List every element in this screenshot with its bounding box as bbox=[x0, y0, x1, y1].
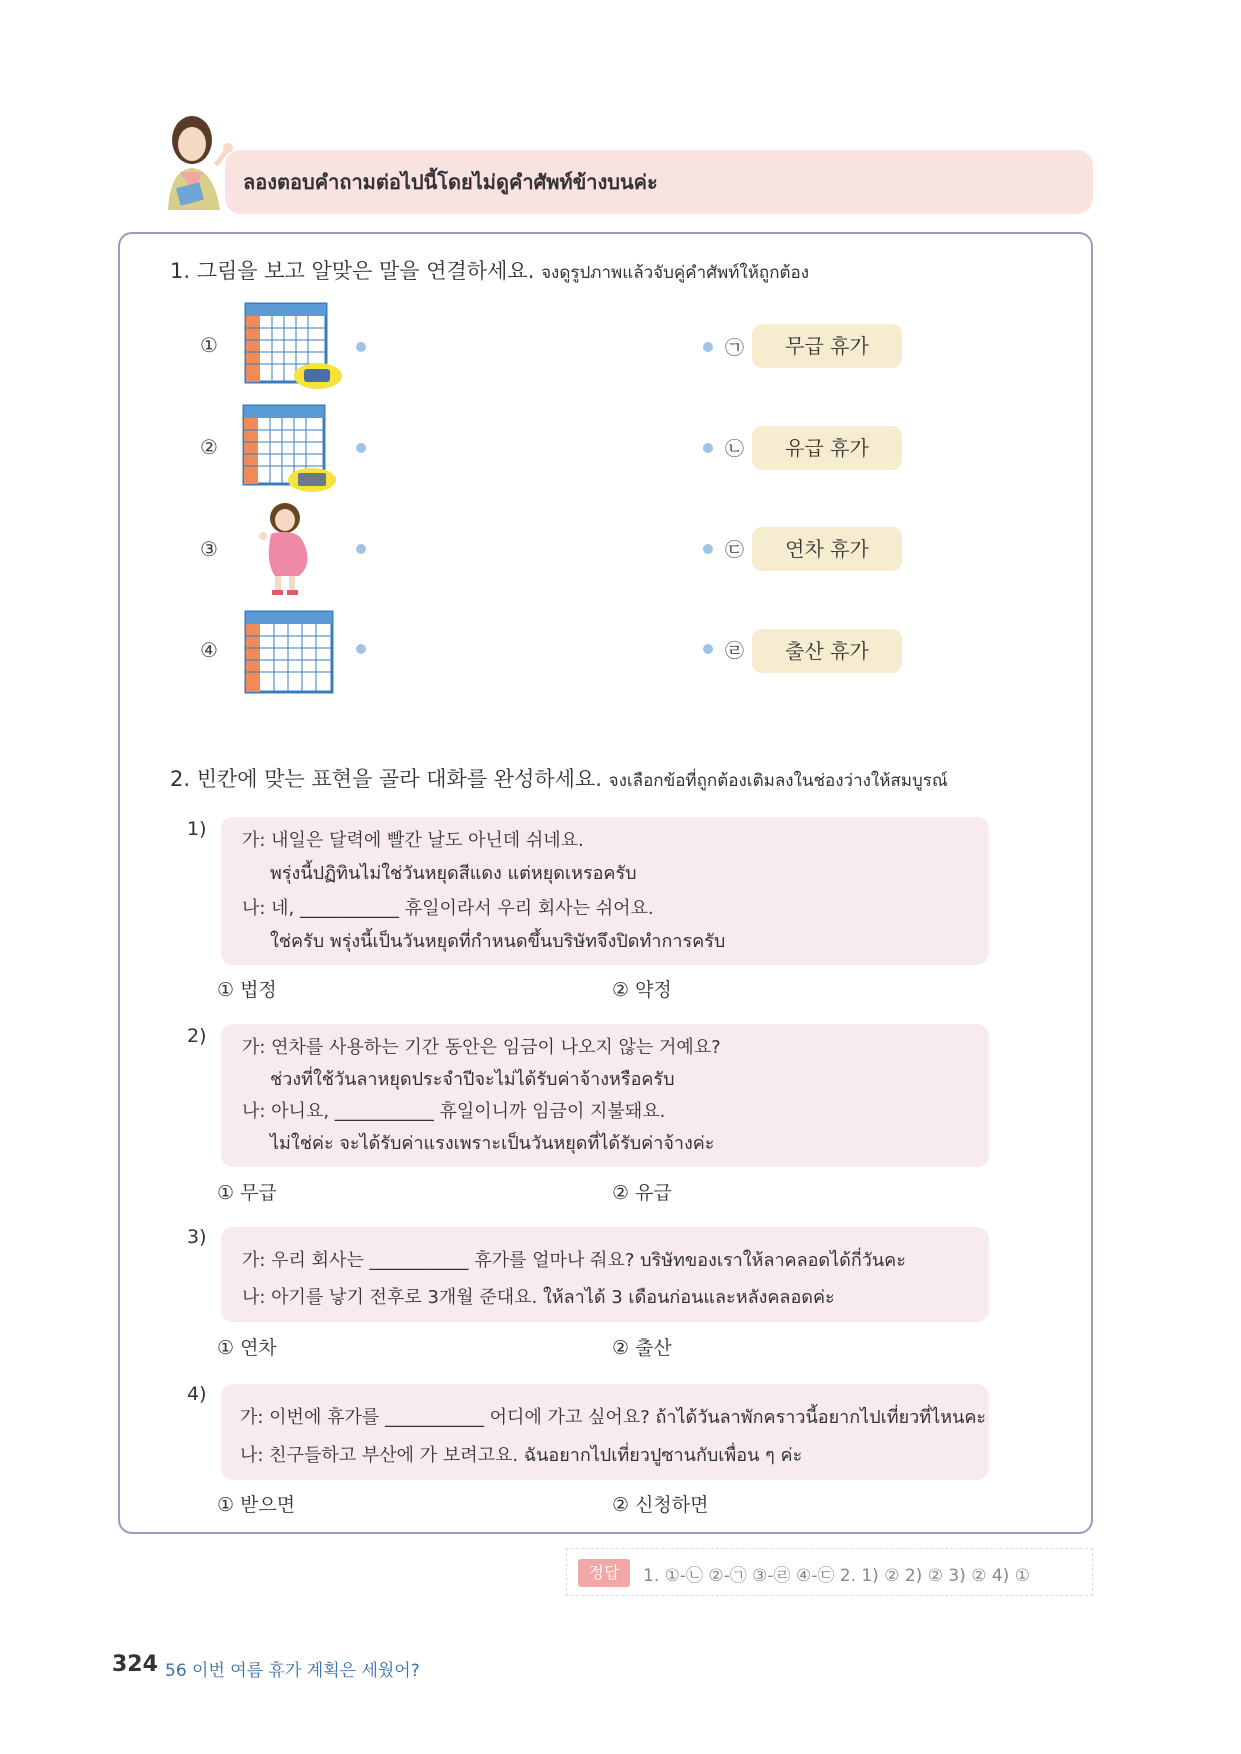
q1-title-ko: 1. 그림을 보고 알맞은 말을 연결하세요. bbox=[170, 259, 535, 283]
vocab-word-box[interactable]: 출산 휴가 bbox=[752, 629, 902, 673]
q1-item-number: ④ bbox=[200, 638, 218, 662]
match-dot-left[interactable] bbox=[356, 342, 366, 352]
answer-option[interactable]: ② 약정 bbox=[612, 979, 672, 1001]
dialogue-line: 가: 내일은 달력에 빨간 날도 아닌데 쉬네요. bbox=[242, 830, 584, 851]
q1-item-number: ① bbox=[200, 333, 218, 357]
q2-title-th: จงเลือกข้อที่ถูกต้องเติมลงในช่องว่างให้สมบูรณ์ bbox=[608, 771, 948, 791]
dialogue-line: 가: 우리 회사는 ___________ 휴가를 얼마나 줘요? บริษัทของเราให้ลาคลอดได้กี่วันคะ bbox=[242, 1250, 906, 1271]
match-dot-right[interactable] bbox=[703, 544, 713, 554]
q1-title-th: จงดูรูปภาพแล้วจับคู่คำศัพท์ให้ถูกต้อง bbox=[541, 263, 810, 283]
answer-option[interactable]: ② 출산 bbox=[612, 1337, 672, 1359]
match-dot-right[interactable] bbox=[703, 443, 713, 453]
vocab-word-box[interactable]: 무급 휴가 bbox=[752, 324, 902, 368]
calendar-wallet-icon bbox=[240, 298, 345, 390]
q2-item-number: 4) bbox=[187, 1383, 207, 1405]
instruction-text: ลองตอบคำถามต่อไปนี้โดยไม่ดูคำศัพท์ข้างบนค่ะ bbox=[243, 170, 658, 194]
answer-option[interactable]: ② 신청하면 bbox=[612, 1494, 709, 1516]
answer-option[interactable]: ② 유급 bbox=[612, 1182, 672, 1204]
dialogue-translation: ช่วงที่ใช้วันลาหยุดประจำปีจะไม่ได้รับค่าจ้างหรือครับ bbox=[270, 1069, 675, 1090]
q2-title bbox=[170, 763, 948, 794]
match-dot-left[interactable] bbox=[356, 544, 366, 554]
q1-item-number: ② bbox=[200, 435, 218, 459]
dialogue-line: 가: 연차를 사용하는 기간 동안은 임금이 나오지 않는 거예요? bbox=[242, 1037, 721, 1058]
q2-item-number: 2) bbox=[187, 1025, 207, 1047]
calendar-cash-icon bbox=[238, 400, 343, 492]
chapter-title: 56 이번 여름 휴가 계획은 세웠어? bbox=[165, 1661, 420, 1681]
dialogue-line: 가: 이번에 휴가를 ___________ 어디에 가고 싶어요? ถ้าได้วันลาพักคราวนี้อยากไปเที่ยวที่ไหนคะ bbox=[240, 1407, 987, 1428]
page-number: 324 bbox=[112, 1652, 158, 1677]
match-dot-right[interactable] bbox=[703, 644, 713, 654]
q2-item-number: 1) bbox=[187, 818, 207, 840]
q2-item-number: 3) bbox=[187, 1226, 207, 1248]
answer-key-badge: 정답 bbox=[578, 1559, 630, 1587]
pregnant-woman-icon bbox=[255, 502, 319, 596]
dialogue-translation: ไม่ใช่ค่ะ จะได้รับค่าแรงเพราะเป็นวันหยุดที่ได้รับค่าจ้างค่ะ bbox=[270, 1133, 715, 1154]
q2-title-ko: 2. 빈칸에 맞는 표현을 골라 대화를 완성하세요. bbox=[170, 767, 602, 791]
vocab-word-box[interactable]: 연차 휴가 bbox=[752, 527, 902, 571]
dialogue-translation: พรุ่งนี้ปฏิทินไม่ใช่วันหยุดสีแดง แต่หยุดเหรอครับ bbox=[270, 863, 637, 884]
dialogue-line: 나: 아기를 낳기 전후로 3개월 준대요. ให้ลาได้ 3 เดือนก่อนและหลังคลอดค่ะ bbox=[242, 1287, 835, 1308]
dialogue-translation: ใช่ครับ พรุ่งนี้เป็นวันหยุดที่กำหนดขึ้นบริษัทจึงปิดทำการครับ bbox=[270, 931, 726, 952]
calendar-icon bbox=[240, 606, 340, 698]
dialogue-line: 나: 네, ___________ 휴일이라서 우리 회사는 쉬어요. bbox=[242, 898, 654, 919]
dialogue-line: 나: 아니요, ___________ 휴일이니까 임금이 지불돼요. bbox=[242, 1101, 666, 1122]
option-letter: ㉢ bbox=[725, 539, 745, 561]
option-letter: ㉠ bbox=[725, 337, 745, 359]
q1-item-number: ③ bbox=[200, 537, 218, 561]
answer-option[interactable]: ① 무급 bbox=[217, 1182, 277, 1204]
answer-option[interactable]: ① 연차 bbox=[217, 1337, 277, 1359]
match-dot-left[interactable] bbox=[356, 443, 366, 453]
answer-key-text: 1. ①-㉡ ②-㉠ ③-㉣ ④-㉢ 2. 1) ② 2) ② 3) ② 4) ① bbox=[643, 1566, 1030, 1586]
match-dot-right[interactable] bbox=[703, 342, 713, 352]
option-letter: ㉣ bbox=[725, 640, 745, 662]
answer-option[interactable]: ① 받으면 bbox=[217, 1494, 296, 1516]
q1-title bbox=[170, 255, 809, 286]
answer-option[interactable]: ① 법정 bbox=[217, 979, 277, 1001]
dialogue-line: 나: 친구들하고 부산에 가 보려고요. ฉันอยากไปเที่ยวปูซานกับเพื่อน ๆ ค่ะ bbox=[240, 1445, 803, 1466]
vocab-word-box[interactable]: 유급 휴가 bbox=[752, 426, 902, 470]
option-letter: ㉡ bbox=[725, 438, 745, 460]
match-dot-left[interactable] bbox=[356, 644, 366, 654]
